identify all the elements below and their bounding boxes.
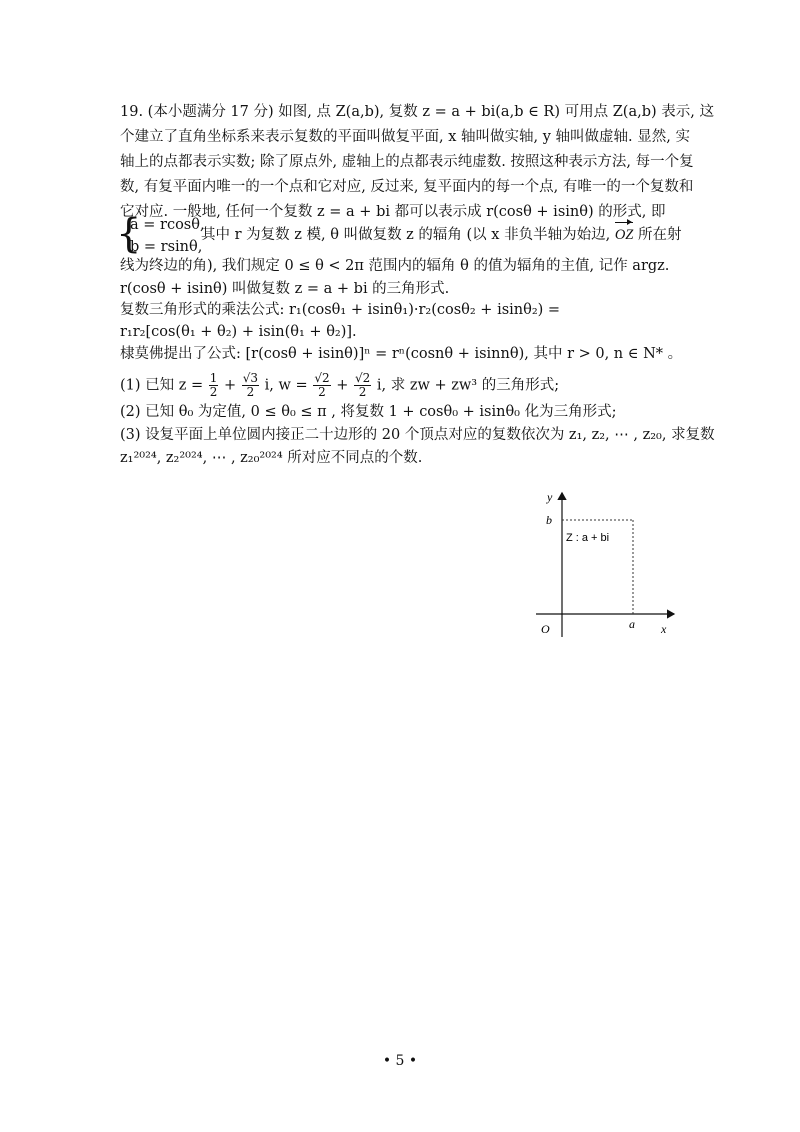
system-brace: {	[116, 211, 142, 257]
modulus-text: 其中 r 为复数 z 模, θ 叫做复数 z 的辐角 (以 x 非负半轴为始边,	[201, 227, 611, 243]
page-number: • 5 •	[382, 1053, 418, 1069]
problem-line-3: 轴上的点都表示实数; 除了原点外, 虚轴上的点都表示纯虚数. 按照这种表示方法, 每一个复	[120, 154, 694, 170]
ray-text: 所在射	[637, 227, 682, 243]
y-axis-label: y	[547, 490, 553, 504]
q1-middle: i, w =	[264, 377, 308, 394]
point-z-label: Z : a + bi	[566, 532, 610, 544]
problem-line-1: 19. (本小题满分 17 分) 如图, 点 Z(a,b), 复数 z = a + bi(a,b ∈ R) 可用点 Z(a,b) 表示, 这	[120, 104, 714, 120]
problem-line-6	[201, 225, 681, 245]
fraction-4: $\frac{√2}{2}$	[354, 371, 371, 399]
problem-line-7: 线为终边的角), 我们规定 0 ≤ θ < 2π 范围内的辐角 θ 的值为辐角的主值, 记作 argz.	[120, 258, 670, 274]
plus-sign: +	[224, 377, 237, 394]
system-eq-b: b = rsinθ,	[130, 239, 203, 255]
complex-plane-figure	[532, 487, 682, 647]
q1-prefix: (1) 已知 z =	[120, 377, 204, 394]
q1-suffix: i, 求 zw + zw³ 的三角形式;	[376, 377, 560, 394]
problem-line-2: 个建立了直角坐标系来表示复数的平面叫做复平面, x 轴叫做实轴, y 轴叫做虚轴. 显然, 实	[120, 129, 690, 145]
vector-oz: OZ	[614, 227, 634, 243]
question-1	[120, 372, 559, 399]
b-label: b	[546, 513, 552, 527]
fraction-1: $\frac{1}{2}$	[209, 371, 218, 399]
problem-line-5: 它对应. 一般地, 任何一个复数 z = a + bi 都可以表示成 r(cosθ + isinθ) 的形式, 即	[120, 204, 666, 220]
problem-line-8: r(cosθ + isinθ) 叫做复数 z = a + bi 的三角形式.	[120, 281, 450, 297]
fraction-2: $\frac{√3}{2}$	[242, 371, 259, 399]
problem-line-4: 数, 有复平面内唯一的一个点和它对应, 反过来, 复平面内的每一个点, 有唯一的一个复数和	[120, 179, 694, 195]
question-3-line-2: z₁²⁰²⁴, z₂²⁰²⁴, ⋯ , z₂₀²⁰²⁴ 所对应不同点的个数.	[120, 450, 423, 466]
fraction-3: $\frac{√2}{2}$	[314, 371, 330, 399]
question-2: (2) 已知 θ₀ 为定值, 0 ≤ θ₀ ≤ π , 将复数 1 + cosθ₀ + isinθ₀ 化为三角形式;	[120, 404, 617, 420]
origin-label: O	[541, 622, 550, 636]
x-axis-label: x	[661, 622, 667, 636]
system-eq-a: a = rcosθ,	[130, 217, 205, 233]
problem-line-11: 棣莫佛提出了公式: [r(cosθ + isinθ)]ⁿ = rⁿ(cosnθ + isinnθ), 其中 r > 0, n ∈ N* 。	[120, 346, 683, 362]
plus-sign: +	[336, 377, 349, 394]
problem-line-10: r₁r₂[cos(θ₁ + θ₂) + isin(θ₁ + θ₂)].	[120, 324, 357, 340]
a-label: a	[629, 617, 635, 631]
problem-line-9: 复数三角形式的乘法公式: r₁(cosθ₁ + isinθ₁)·r₂(cosθ₂ + isinθ₂) =	[120, 302, 561, 318]
question-3-line-1: (3) 设复平面上单位圆内接正二十边形的 20 个顶点对应的复数依次为 z₁, z₂, ⋯ , z₂₀, 求复数	[120, 427, 715, 443]
